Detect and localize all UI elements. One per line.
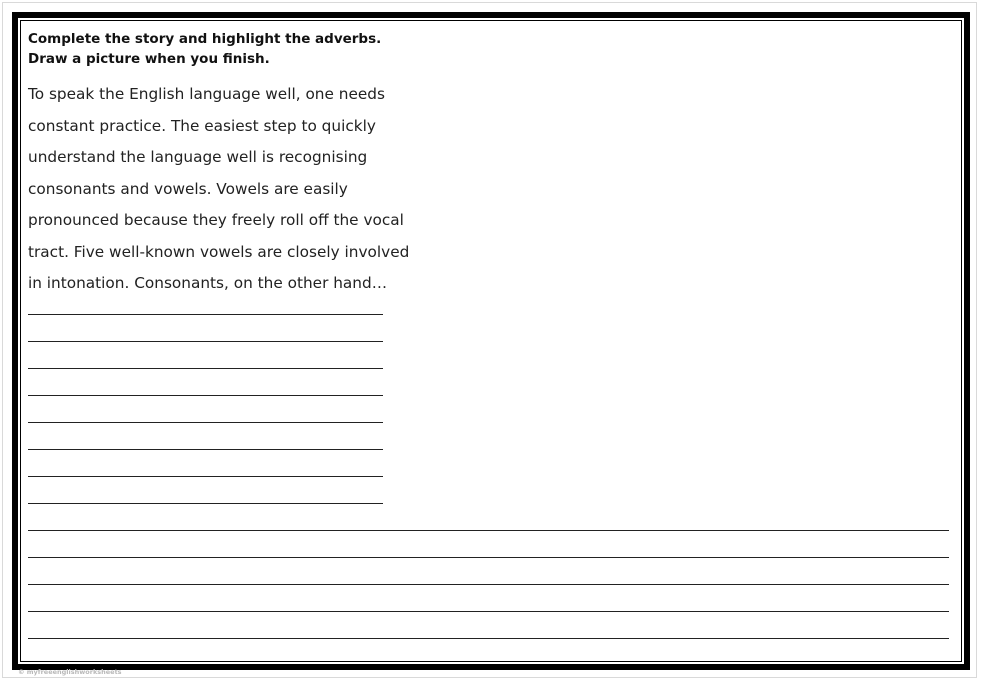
story-line: in intonation. Consonants, on the other hand…	[28, 274, 387, 292]
writing-line-long[interactable]	[28, 530, 949, 531]
writing-line-long[interactable]	[28, 584, 949, 585]
writing-line-short[interactable]	[28, 314, 383, 315]
story-line: pronounced because they freely roll off the vocal	[28, 211, 404, 229]
instruction-line-1: Complete the story and highlight the adverbs.	[28, 31, 382, 47]
story-line: constant practice. The easiest step to quickly	[28, 116, 376, 135]
story-line: understand the language well is recognising	[28, 148, 368, 166]
instructions	[28, 29, 381, 69]
writing-line-short[interactable]	[28, 422, 383, 423]
writing-line-short[interactable]	[28, 368, 383, 369]
writing-line-short[interactable]	[28, 341, 383, 342]
writing-line-short[interactable]	[28, 449, 383, 450]
story-line: tract. Five well-known vowels are closely involved	[28, 242, 410, 261]
writing-line-long[interactable]	[28, 557, 949, 558]
story-line: To speak the English language well, one needs	[28, 85, 385, 103]
instruction-line-2: Draw a picture when you finish.	[28, 51, 270, 67]
story-text	[28, 79, 408, 300]
story-line: consonants and vowels. Vowels are easily	[28, 179, 348, 198]
writing-line-short[interactable]	[28, 503, 383, 504]
writing-line-long[interactable]	[28, 638, 949, 639]
footer-credit: © myfreeenglishworksheets	[18, 668, 122, 676]
writing-line-long[interactable]	[28, 611, 949, 612]
writing-line-short[interactable]	[28, 476, 383, 477]
writing-line-short[interactable]	[28, 395, 383, 396]
